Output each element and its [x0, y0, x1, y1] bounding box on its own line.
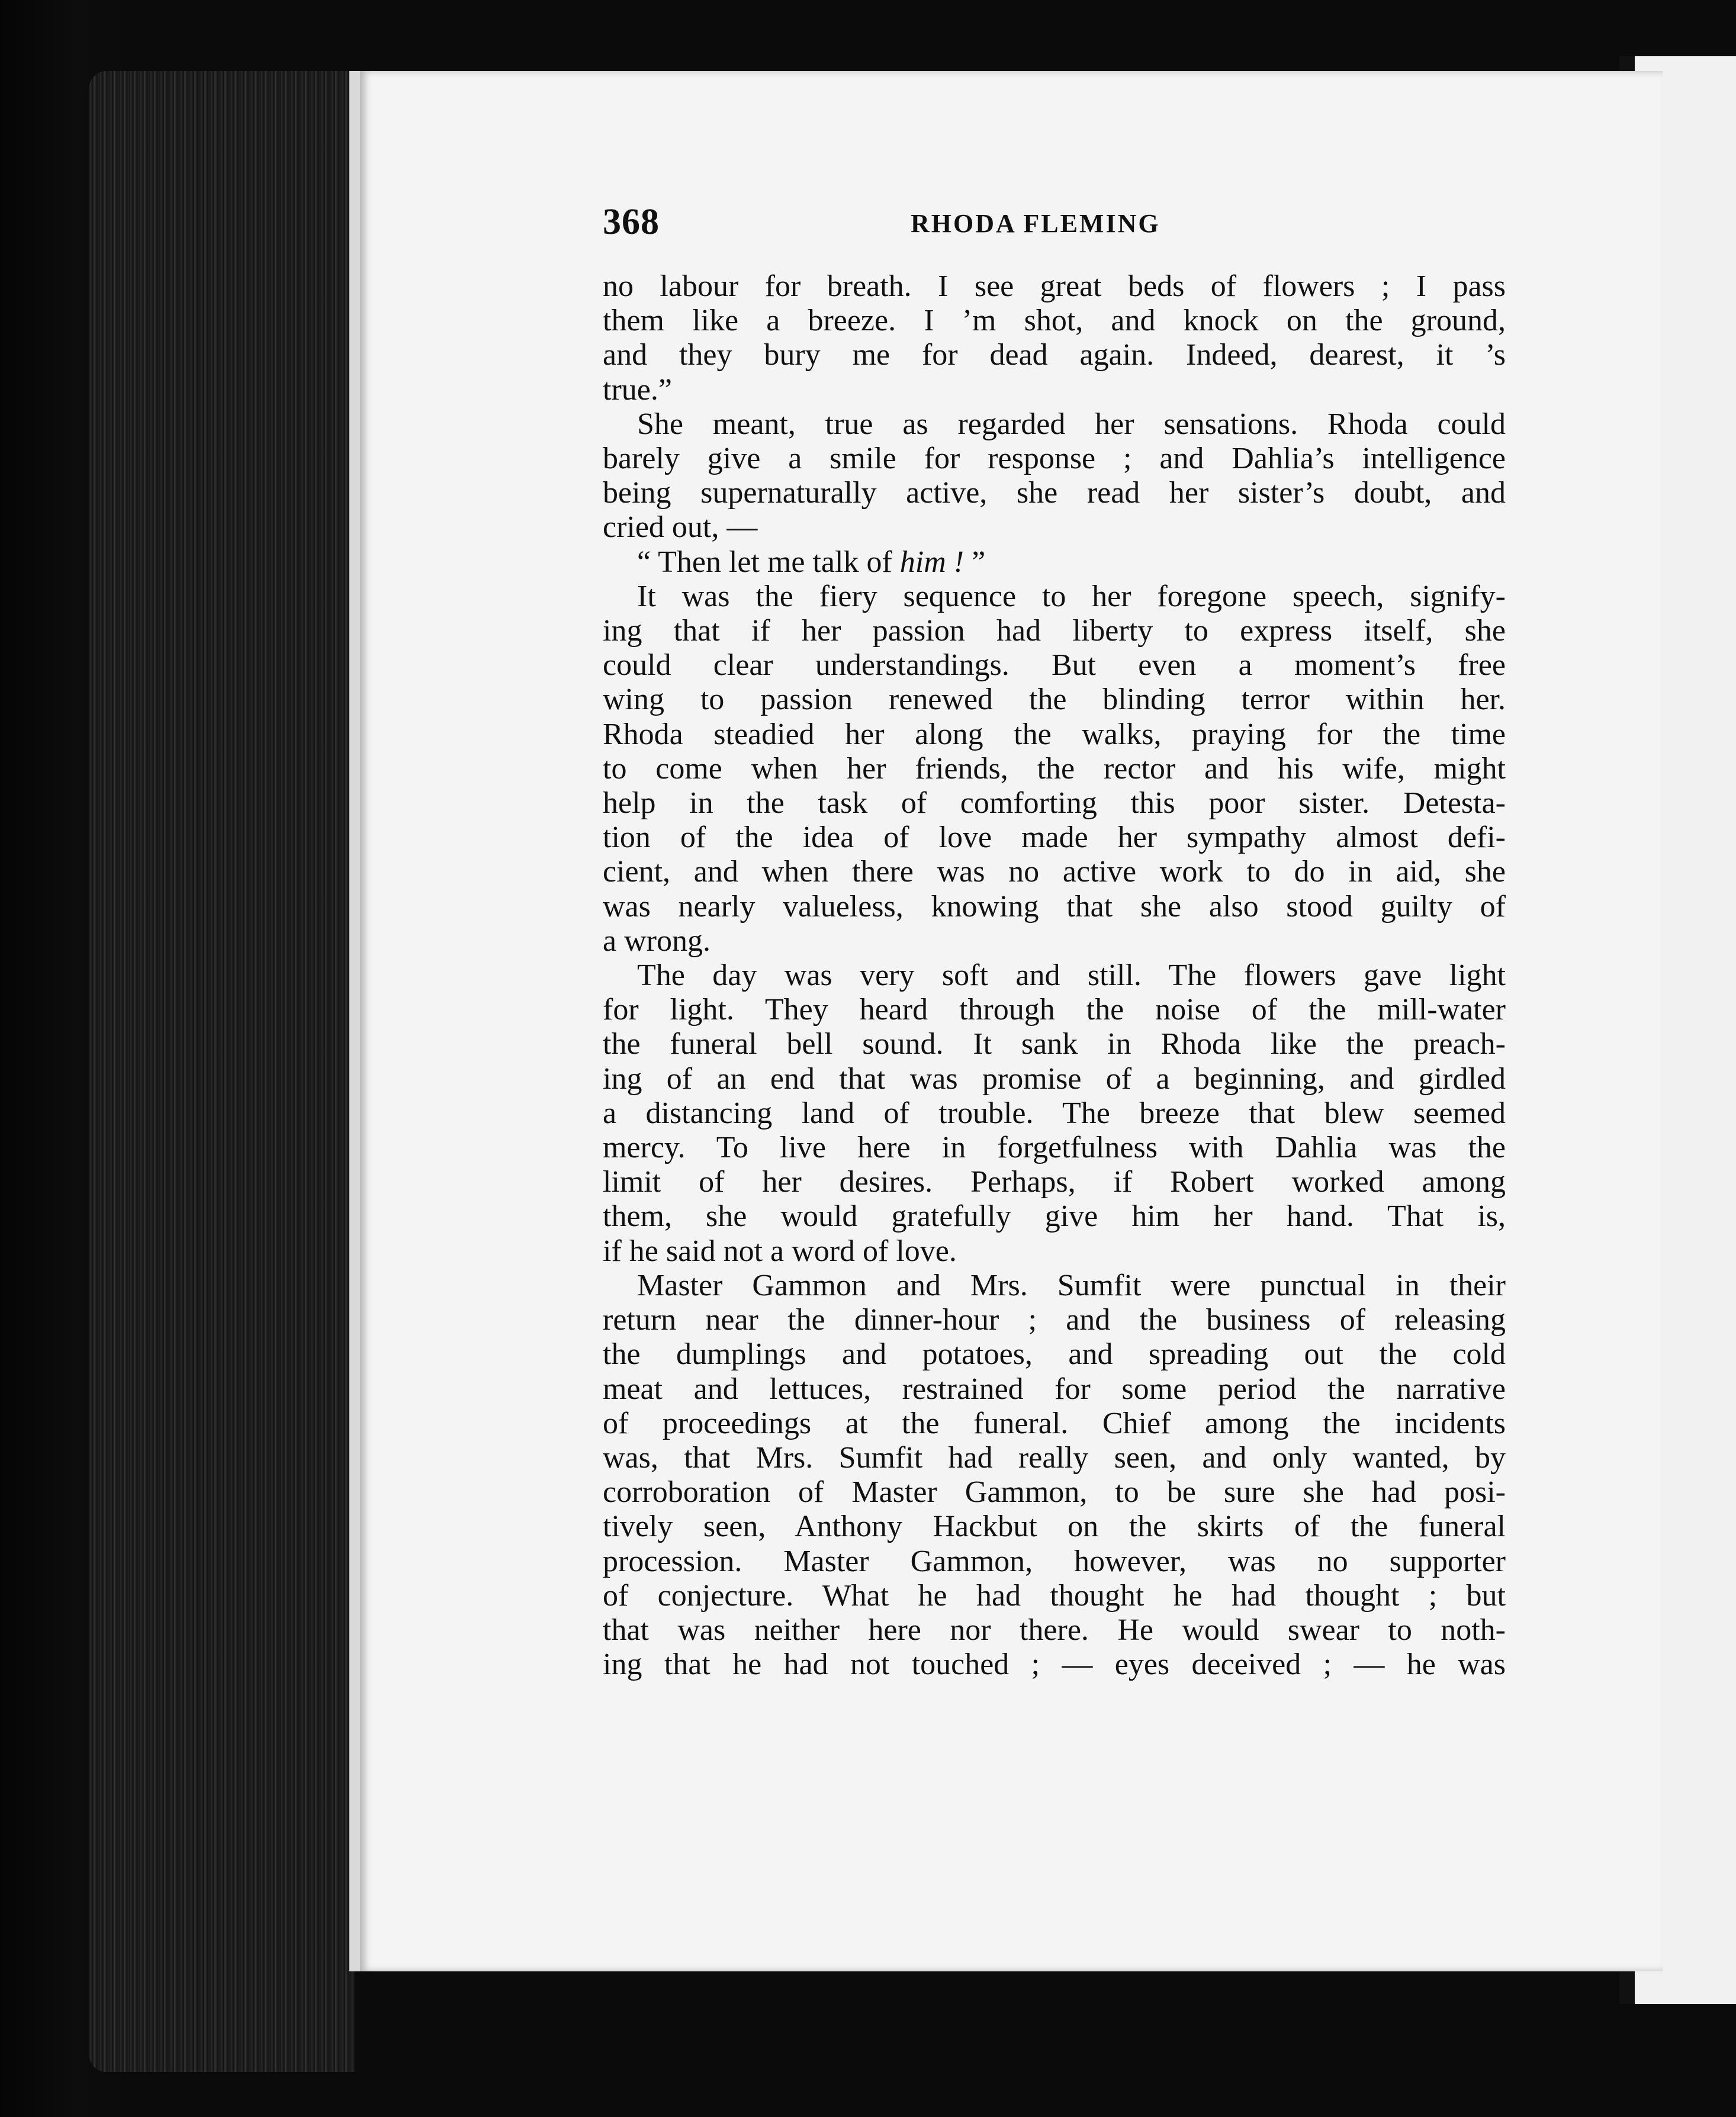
text-line: [603, 269, 1506, 304]
text-line-content: limit of her desires. Perhaps, if Robert worked among: [603, 1165, 1506, 1199]
text-line-content: ing that he had not touched ; — eyes deceived ; — he was: [603, 1648, 1506, 1682]
text-line-content: mercy. To live here in forgetfulness with Dahlia was the: [603, 1131, 1506, 1165]
text-line: [603, 1096, 1506, 1131]
text-line-content: if he said not a word of love.: [603, 1234, 957, 1268]
text-line: [603, 890, 1506, 924]
text-line-content: to come when her friends, the rector and his wife, might: [603, 751, 1506, 786]
text-line: [603, 338, 1506, 372]
text-line-content: help in the task of comforting this poor sister. Detesta-: [603, 786, 1506, 821]
text-line: [603, 1131, 1506, 1165]
body-text: [603, 269, 1506, 1682]
text-line-content: procession. Master Gammon, however, was no supporter: [603, 1544, 1506, 1578]
text-line-content: could clear understandings. But even a moment’s free: [603, 648, 1506, 683]
text-line-content: true.”: [603, 372, 672, 407]
text-line-content: ing of an end that was promise of a beginning, and girdled: [603, 1061, 1506, 1096]
text-line: [603, 476, 1506, 510]
text-line: [603, 304, 1506, 338]
text-line-content: no labour for breath. I see great beds of flowers ; I pass: [603, 269, 1506, 303]
text-line-content: cried out, —: [603, 510, 758, 545]
text-line: [603, 407, 1506, 442]
text-line-content: being supernaturally active, she read her sister’s doubt, and: [603, 476, 1506, 510]
text-line-content: Rhoda steadied her along the walks, praying for the time: [603, 717, 1506, 751]
text-line-content: and they bury me for dead again. Indeed, dearest, it ’s: [603, 338, 1506, 372]
text-line-content: return near the dinner-hour ; and the business of releasing: [603, 1303, 1506, 1337]
text-line-content: cient, and when there was no active work to do in aid, she: [603, 855, 1506, 889]
text-line-content: Master Gammon and Mrs. Sumfit were punctual in their: [637, 1268, 1506, 1302]
text-line-content: a wrong.: [603, 924, 711, 958]
text-line: [603, 442, 1506, 476]
page-number: 368: [603, 202, 660, 242]
text-line: [603, 821, 1506, 855]
text-line-content: that was neither here nor there. He would swear to noth-: [603, 1613, 1506, 1647]
text-line: [603, 924, 1506, 958]
page-header: [603, 201, 1520, 266]
text-line: [603, 1613, 1506, 1648]
text-line: [603, 373, 1506, 407]
running-title: RHODA FLEMING: [911, 209, 1160, 238]
text-line-content: was nearly valueless, knowing that she also stood guilty of: [603, 889, 1506, 924]
text-line: [603, 1199, 1506, 1234]
text-line: [603, 786, 1506, 821]
text-line-content: them, she would gratefully give him her hand. That is,: [603, 1199, 1506, 1234]
book-page: [349, 71, 1663, 1971]
text-line-content: of conjecture. What he had thought he had thought ; but: [603, 1578, 1506, 1613]
text-line: [603, 614, 1506, 648]
text-line: [603, 1545, 1506, 1579]
text-line-content: corroboration of Master Gammon, to be sure she had posi-: [603, 1475, 1506, 1510]
text-line: [603, 752, 1506, 786]
text-line-content: tively seen, Anthony Hackbut on the skirts of the funeral: [603, 1510, 1506, 1544]
text-line: [603, 1510, 1506, 1544]
text-line: [603, 683, 1506, 717]
text-line: [603, 1372, 1506, 1407]
text-line-content: She meant, true as regarded her sensations. Rhoda could: [637, 407, 1506, 441]
text-line-content: for light. They heard through the noise of the mill-water: [603, 993, 1506, 1027]
text-line: [603, 580, 1506, 614]
text-line-content: It was the fiery sequence to her foregone speech, signify-: [637, 579, 1506, 613]
text-line: [603, 648, 1506, 683]
text-line-content: tion of the idea of love made her sympathy almost defi-: [603, 821, 1506, 855]
text-line: [603, 958, 1506, 993]
closing-quote: ”: [964, 545, 986, 579]
text-line-content: wing to passion renewed the blinding terror within her.: [603, 683, 1506, 717]
text-line: [603, 855, 1506, 889]
text-line: [603, 993, 1506, 1027]
text-line: [603, 1475, 1506, 1510]
text-line-content: barely give a smile for response ; and Dahlia’s intelligence: [603, 442, 1506, 476]
text-line: [603, 545, 1506, 580]
text-line: [603, 1062, 1506, 1096]
text-line: [603, 1648, 1506, 1682]
text-line-content: meat and lettuces, restrained for some period the narrative: [603, 1372, 1506, 1406]
text-line: [603, 1337, 1506, 1372]
text-line-content: them like a breeze. I ’m shot, and knock on the ground,: [603, 304, 1506, 338]
text-line: [603, 1579, 1506, 1613]
book-fore-edge: [89, 71, 355, 2072]
text-line: [603, 1027, 1506, 1061]
text-line: [603, 1269, 1506, 1303]
text-line: [603, 1441, 1506, 1475]
text-line: [603, 1303, 1506, 1337]
text-line-content: The day was very soft and still. The flowers gave light: [637, 958, 1506, 993]
text-line: [603, 718, 1506, 752]
text-line: [603, 1165, 1506, 1199]
text-line-content: the funeral bell sound. It sank in Rhoda like the preach-: [603, 1027, 1506, 1061]
text-line-content: “ Then let me talk of: [637, 545, 900, 579]
text-line-content: was, that Mrs. Sumfit had really seen, and only wanted, by: [603, 1440, 1506, 1475]
text-line-content: ing that if her passion had liberty to express itself, she: [603, 614, 1506, 648]
text-line-content: a distancing land of trouble. The breeze that blew seemed: [603, 1096, 1506, 1130]
text-line-content: the dumplings and potatoes, and spreading out the cold: [603, 1337, 1506, 1372]
emphasized-word: him !: [899, 545, 965, 579]
text-line: [603, 510, 1506, 545]
text-line-content: of proceedings at the funeral. Chief among the incidents: [603, 1406, 1506, 1440]
text-line: [603, 1407, 1506, 1441]
text-line: [603, 1234, 1506, 1269]
